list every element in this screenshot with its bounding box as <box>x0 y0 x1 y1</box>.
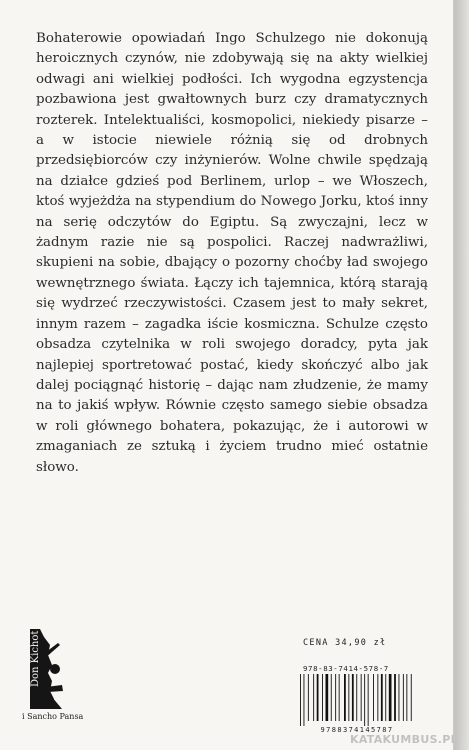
watermark: KATAKUMBUS.PL <box>350 733 458 746</box>
publisher-logo <box>22 625 84 725</box>
price-label: CENA 34,90 zł <box>303 638 387 648</box>
blurb-text: Bohaterowie opowiadań Ingo Schulzego nie dokonują heroicznych czynów, nie zdobywają się na akty wielkiej odwagi ani wielkiej podłości. Ich wygodna egzystencja pozbawiona jest gwałtownych burz czy dramatycznych rozterek. Intelektualiści, kosmopolici, niekiedy pisarze – a w istocie niewiele różnią się od drobnych przedsiębiorców czy inżynierów. Wolne chwile spędzają na działce gdzieś pod Berlinem, urlop – we Włoszech, ktoś wyjeżdża na stypendium do Nowego Jorku, ktoś inny na serię odczytów do Egiptu. Są zwyczajni, lecz w żadnym razie nie są pospolici. Raczej nadwrażliwi, skupieni na sobie, dbający o pozorny choćby ład swojego wewnętrznego świata. Łączy ich tajemnica, którą starają się wydrzeć rzeczywistości. Czasem jest to mały sekret, innym razem – zagadka iście kosmiczna. Schulze często obsadza czytelnika w roli swojego doradcy, pyta jak najlepiej sportretować postać, kiedy skończyć albo jak dalej pociągnąć historię – dając nam złudzenie, że mamy na to jakiś wpływ. Równie często samego siebie obsadza w roli głównego bohatera, pokazując, że i autorowi w zmaganiach ze sztuką i życiem trudno mieć ostatnie słowo. <box>36 31 428 475</box>
isbn-label: 978-83-7414-578-7 <box>303 664 389 673</box>
barcode-icon <box>298 674 416 726</box>
publisher-subtitle: i Sancho Pansa <box>22 712 84 721</box>
barcode-digits: 9788374145787 <box>320 726 394 734</box>
scan-edge <box>455 0 469 750</box>
publisher-name: Don Kichot <box>30 631 41 688</box>
